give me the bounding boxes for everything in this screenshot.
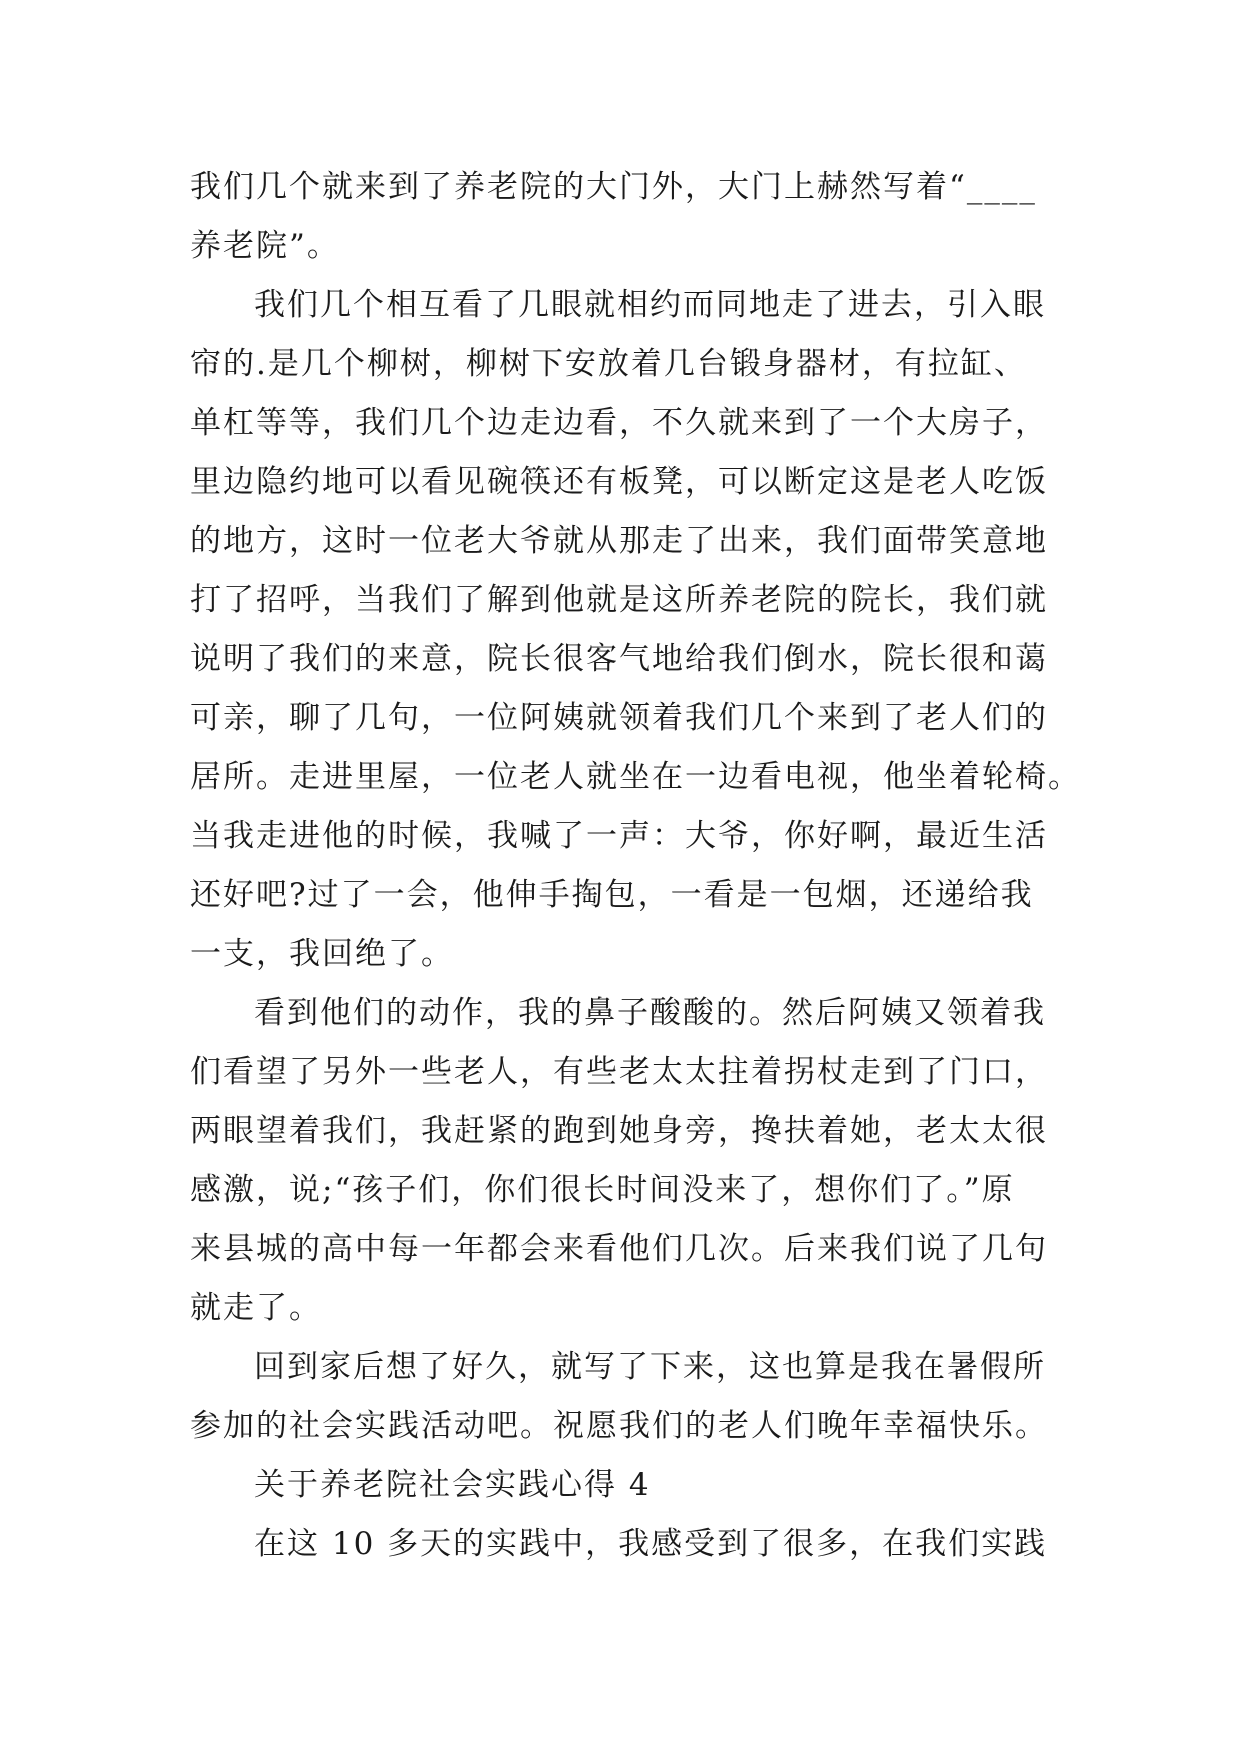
text-line: 感激，说;“孩子们，你们很长时间没来了，想你们了。”原 xyxy=(190,1172,1015,1208)
paragraph-1 xyxy=(190,158,1060,276)
text-line: 说明了我们的来意，院长很客气地给我们倒水，院长很和蔼 xyxy=(190,641,1048,677)
section-heading xyxy=(190,1456,1060,1515)
text-line: 两眼望着我们，我赶紧的跑到她身旁，搀扶着她，老太太很 xyxy=(190,1113,1048,1149)
paragraph-3 xyxy=(190,984,1060,1338)
text-line: 一支，我回绝了。 xyxy=(190,936,454,972)
text-line: 里边隐约地可以看见碗筷还有板凳，可以断定这是老人吃饭 xyxy=(190,464,1048,500)
text-line: 可亲，聊了几句，一位阿姨就领着我们几个来到了老人们的 xyxy=(190,700,1048,736)
text-line: 打了招呼，当我们了解到他就是这所养老院的院长，我们就 xyxy=(190,582,1048,618)
text-line: 帘的.是几个柳树，柳树下安放着几台锻身器材，有拉缸、 xyxy=(190,346,1027,382)
paragraph-4 xyxy=(190,1338,1060,1456)
text-line: 参加的社会实践活动吧。祝愿我们的老人们晚年幸福快乐。 xyxy=(190,1408,1048,1444)
text-line: 回到家后想了好久，就写了下来，这也算是我在暑假所 xyxy=(254,1349,1046,1385)
paragraph-2 xyxy=(190,276,1081,984)
text-line: 还好吧?过了一会，他伸手掏包，一看是一包烟，还递给我 xyxy=(190,877,1034,913)
text-line: 当我走进他的时候，我喊了一声：大爷，你好啊，最近生活 xyxy=(190,818,1048,854)
paragraph-5 xyxy=(190,1515,1060,1574)
text-line: 的地方，这时一位老大爷就从那走了出来，我们面带笑意地 xyxy=(190,523,1048,559)
text-line: 我们几个就来到了养老院的大门外，大门上赫然写着“____ xyxy=(190,169,1037,205)
text-line: 看到他们的动作，我的鼻子酸酸的。然后阿姨又领着我 xyxy=(254,995,1046,1031)
text-line: 们看望了另外一些老人，有些老太太拄着拐杖走到了门口， xyxy=(190,1054,1048,1090)
text-line: 单杠等等，我们几个边走边看，不久就来到了一个大房子， xyxy=(190,405,1048,441)
text-line: 居所。走进里屋，一位老人就坐在一边看电视，他坐着轮椅。 xyxy=(190,759,1081,795)
text-line: 就走了。 xyxy=(190,1290,322,1326)
heading-line: 关于养老院社会实践心得 4 xyxy=(254,1467,651,1503)
text-line: 来县城的高中每一年都会来看他们几次。后来我们说了几句 xyxy=(190,1231,1048,1267)
document-body xyxy=(190,158,1081,1574)
text-line: 我们几个相互看了几眼就相约而同地走了进去，引入眼 xyxy=(254,287,1046,323)
text-line: 养老院”。 xyxy=(190,228,340,264)
text-line: 在这 10 多天的实践中，我感受到了很多，在我们实践 xyxy=(254,1526,1048,1562)
